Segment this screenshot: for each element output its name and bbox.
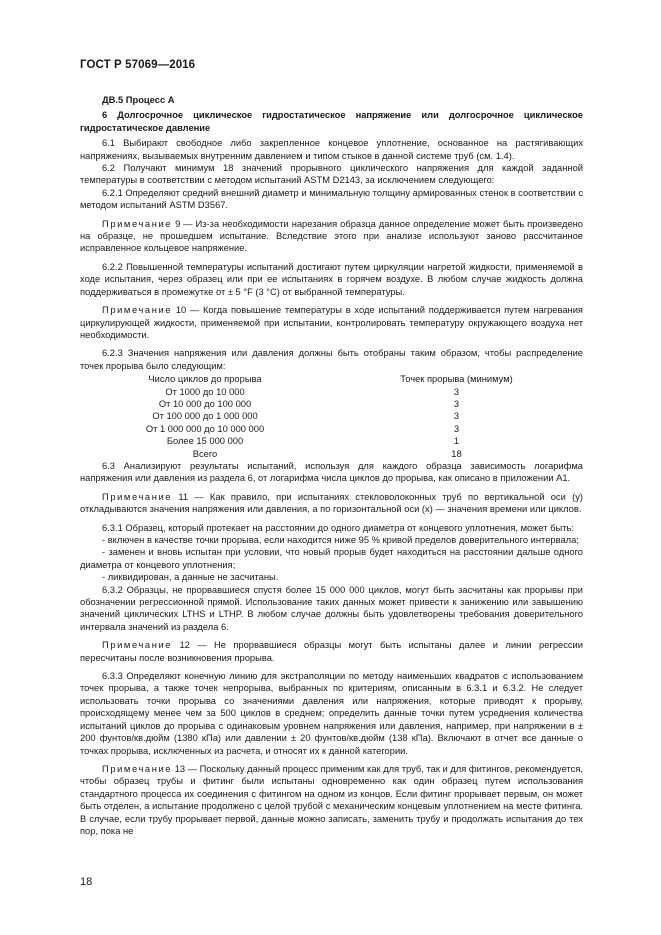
note-12 [80, 639, 583, 664]
table-header-row [80, 373, 583, 385]
table-row [80, 435, 583, 447]
paragraph-6-3-1: 6.3.1 Образец, который протекает на расстоянии до одного диаметра от концевого уплотнения, может быть: [102, 522, 574, 533]
table-cell: 3 [453, 411, 460, 422]
table-cell: 3 [453, 398, 460, 409]
note-9 [80, 218, 583, 255]
note-label: Примечание [102, 640, 173, 651]
table-header-cell: Точек прорыва (минимум) [400, 374, 513, 385]
paragraph-6-3-3: 6.3.3 Определяют конечную линию для экстраполяции по методу наименьших квадратов с использованием точек прорыва, а также точек непрорыва, выбранных по критериям, описанным в 6.3.1 и 6.3.2. Не следует использовать точки прорыва со значениями давления или напряжения, которые приводят к прорыву, происходящему менее чем за 500 циклов в среднем; определить данные точки путем усреднения количества испытаний циклов до прорыва с одинаковым уровнем напряжения или давления, например, при напряжении в ± 200 фунтов/кв.дюйм (1380 кПа) или давлении ± 20 фунтов/кв.дюйм (138 кПа). Включают в отчет все данные о точках прорыва, исключенных из расчета, и относят их к данной категории. [80, 671, 583, 756]
table-cell: 1 [453, 436, 460, 447]
table-cell: От 10 000 до 100 000 [158, 398, 252, 409]
table-cell: Всего [192, 448, 218, 459]
paragraph-6-2-2: 6.2.2 Повышенной температуры испытаний достигают путем циркуляции нагретой жидкости, применяемой в ходе испытания, через образец или при ее испытаниях в горячем воздухе. В любом случае жидкость должна поддерживаться в промежутке от ± 5 °F (3 °С) от выбранной температуры. [80, 261, 583, 297]
table-cell: От 1 000 000 до 10 000 000 [145, 423, 265, 434]
note-13 [80, 763, 583, 837]
note-label: Примечание [102, 491, 173, 502]
table-header-cell: Число циклов до прорыва [148, 374, 262, 385]
note-11 [80, 491, 583, 516]
document-body [80, 94, 583, 837]
section-heading: ДВ.5 Процесс А [102, 95, 175, 105]
table-row [80, 386, 583, 398]
note-label: Примечание [102, 305, 173, 316]
list-item: - заменен и вновь испытан при условии, что новый прорыв будет находиться на расстоянии дальше одного диаметра от концевого уплотнения; [80, 547, 583, 570]
table-cell: 3 [453, 423, 460, 434]
table-cell: От 100 000 до 1 000 000 [152, 411, 258, 422]
paragraph-6-3: 6.3 Анализируют результаты испытаний, используя для каждого образца зависимость логарифма напряжения или давления из раздела 6, от логарифма числа циклов до прорыва, как описано в приложении А1. [80, 460, 583, 484]
table-cell: 3 [453, 386, 460, 397]
note-text: 10 — Когда повышение температуры в ходе испытаний поддерживается путем нагревания циркулирующей жидкости, применяемой при испытании, контролировать температуру окружающего воздуха нет необходимости. [80, 305, 583, 340]
paragraph-6-3-2: 6.3.2 Образцы, не прорвавшиеся спустя более 15 000 000 циклов, могут быть засчитаны как прорывы при обозначении регрессионной прямой. Использование таких данных может привести к занижению или завышению значений циклических LTHS и LTHP. В любом случае должны быть удовлетворены требования доверительного интервала значений из раздела 6. [80, 584, 583, 632]
table-cell: Более 15 000 000 [166, 436, 244, 447]
cycles-table [80, 373, 583, 460]
table-cell: От 1000 до 10 000 [165, 386, 245, 397]
table-row [80, 398, 583, 410]
document-header: ГОСТ Р 57069—2016 [80, 59, 196, 71]
table-row [80, 423, 583, 435]
note-text: 9 — Из-за необходимости нарезания образца данное определение может быть произведено на образце, не прошедшем испытание. Вследствие этого при анализе используют заново рассчитанное исправленное кольцевое напряжение. [80, 218, 583, 254]
list-item: - включен в качестве точки прорыва, если находится ниже 95 % кривой пределов доверительного интервала; [102, 535, 579, 545]
note-label: Примечание [102, 218, 173, 229]
section-subheading: 6 Долгосрочное циклическое гидростатическое напряжение или долгосрочное циклическое гидростатическое давление [80, 110, 583, 133]
list-item: - ликвидирован, а данные не засчитаны. [102, 572, 279, 583]
paragraph-6-2-1: 6.2.1 Определяют средний внешний диаметр и минимальную толщину армированных стенок в соответствии с методом испытаний ASTM D3567. [80, 187, 583, 211]
table-cell: 18 [451, 448, 462, 459]
note-10 [80, 304, 583, 341]
table-row [80, 410, 583, 422]
paragraph-6-2-3: 6.2.3 Значения напряжения или давления должны быть отобраны таким образом, чтобы распределение точек прорыва было следующим: [80, 348, 583, 371]
page-number: 18 [80, 876, 93, 888]
table-total-row [80, 448, 583, 460]
note-label: Примечание [102, 763, 173, 774]
note-text: 13 — Поскольку данный процесс применим как для труб, так и для фитингов, рекомендуется, чтобы образец трубы и фитинг были испытаны одновременно как один образец путем использования стандартного процесса их соединения с фитингом на одном из концов. Если фитинг прорывает первым, он может быть отделен, а испытание продолжено с целой трубой с механическим концевым уплотнением на месте фитинга. В случае, если трубу прорывает первой, данные можно записать, заменить трубу и продолжать испытания до тех пор, пока не [80, 763, 583, 836]
paragraph-6-2: 6.2 Получают минимум 18 значений прорывного циклического напряжения для каждой заданной температуры в соответствии с методом испытаний ASTM D2143, за исключением следующего: [80, 163, 583, 186]
paragraph-6-1: 6.1 Выбирают свободное либо закрепленное концевое уплотнение, основанное на растягивающих напряжениях, вызываемых внутренним давлением и типом стыков в данной системе труб (см. 1.4). [80, 138, 583, 161]
note-text: 12 — Не прорвавшиеся образцы могут быть испытаны далее и линии регрессии пересчитаны после возникновения прорыва. [80, 640, 583, 663]
note-text: 11 — Как правило, при испытаниях стекловолоконных труб по вертикальной оси (y) откладываются значения напряжения или давления, а по горизонтальной оси (x) — значения времени или циклов. [80, 491, 583, 515]
